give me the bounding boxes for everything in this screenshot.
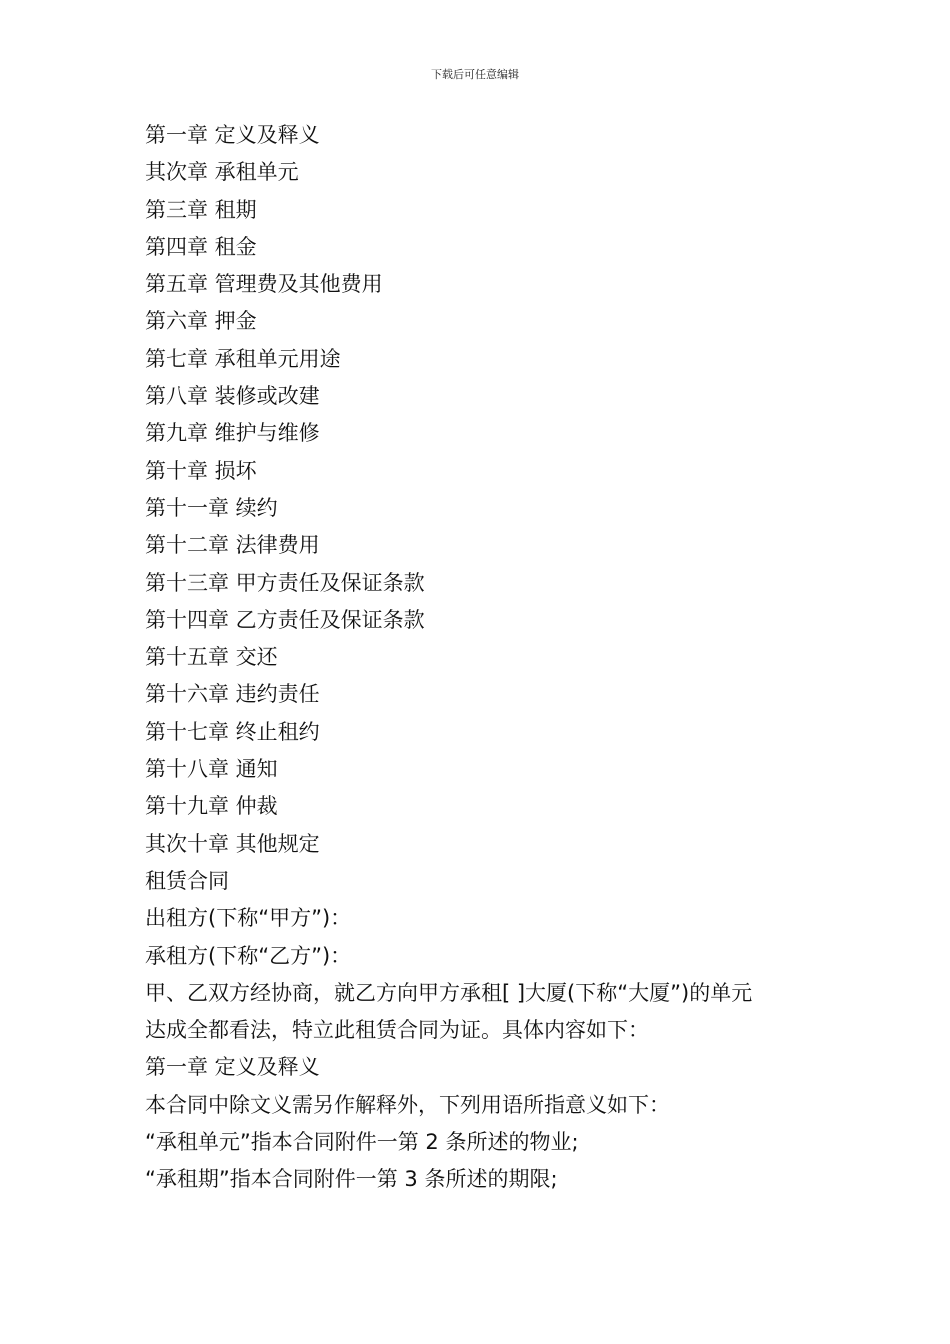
- toc-chapter-3: 第三章 租期: [145, 197, 257, 222]
- lessee-line: 承租方(下称“乙方”)：: [145, 943, 352, 968]
- intro-paragraph-line-2: 达成全都看法，特立此租赁合同为证。具体内容如下：: [145, 1018, 649, 1043]
- toc-chapter-7: 第七章 承租单元用途: [145, 346, 341, 371]
- toc-chapter-2: 其次章 承租单元: [145, 160, 299, 185]
- toc-chapter-12: 第十二章 法律费用: [145, 533, 320, 558]
- page-header: 下载后可任意编辑: [431, 68, 519, 81]
- toc-chapter-6: 第六章 押金: [145, 309, 257, 334]
- toc-chapter-1: 第一章 定义及释义: [145, 123, 320, 147]
- toc-chapter-20: 其次十章 其他规定: [145, 831, 320, 856]
- toc-chapter-5: 第五章 管理费及其他费用: [145, 272, 383, 297]
- toc-chapter-9: 第九章 维护与维修: [145, 421, 320, 446]
- contract-title: 租赁合同: [145, 868, 229, 893]
- intro-paragraph-line-1: 甲、乙双方经协商，就乙方向甲方承租[ ]大厦(下称“大厦”)的单元: [145, 980, 753, 1005]
- toc-chapter-10: 第十章 损坏: [145, 458, 257, 483]
- definitions-intro: 本合同中除文义需另作解释外，下列用语所指意义如下：: [145, 1092, 670, 1117]
- toc-chapter-15: 第十五章 交还: [145, 645, 278, 670]
- document-body: [145, 117, 825, 1199]
- toc-chapter-16: 第十六章 违约责任: [145, 682, 320, 707]
- toc-chapter-11: 第十一章 续约: [145, 495, 278, 520]
- toc-chapter-19: 第十九章 仲裁: [145, 794, 278, 819]
- toc-chapter-8: 第八章 装修或改建: [145, 384, 320, 409]
- toc-chapter-17: 第十七章 终止租约: [145, 719, 320, 744]
- lessor-line: 出租方(下称“甲方”)：: [145, 906, 352, 931]
- chapter-1-heading: 第一章 定义及释义: [145, 1055, 320, 1080]
- toc-chapter-18: 第十八章 通知: [145, 757, 278, 782]
- definition-leased-unit: “承租单元”指本合同附件一第 2 条所述的物业;: [145, 1130, 579, 1155]
- toc-chapter-14: 第十四章 乙方责任及保证条款: [145, 607, 425, 632]
- definition-lease-term: “承租期”指本合同附件一第 3 条所述的期限;: [145, 1167, 558, 1192]
- toc-chapter-13: 第十三章 甲方责任及保证条款: [145, 570, 425, 595]
- toc-chapter-4: 第四章 租金: [145, 234, 257, 259]
